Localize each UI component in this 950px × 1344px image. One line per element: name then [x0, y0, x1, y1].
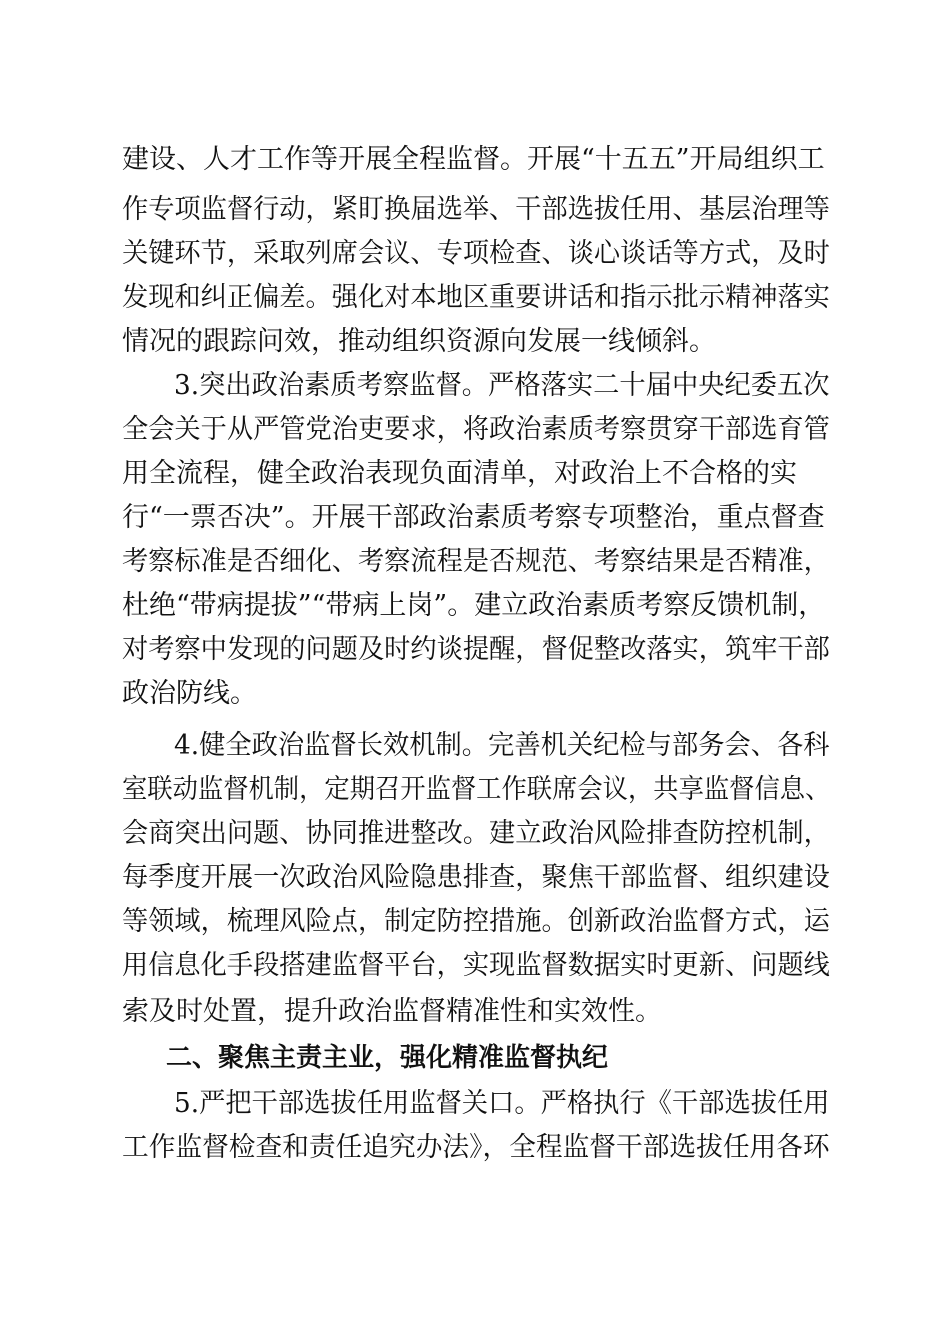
- section-heading: 二、聚焦主责主业，强化精准监督执纪: [166, 1043, 609, 1073]
- paragraph-4-first-line: 4.健全政治监督长效机制。完善机关纪检与部务会、各科: [174, 730, 830, 761]
- text-line: 室联动监督机制，定期召开监督工作联席会议，共享监督信息、: [122, 774, 831, 805]
- text-line: 用全流程，健全政治表现负面清单，对政治上不合格的实: [122, 458, 797, 489]
- paragraph-5-first-line: 5.严把干部选拔任用监督关口。严格执行《干部选拔任用: [174, 1088, 830, 1119]
- text-line: 等领域，梳理风险点，制定防控措施。创新政治监督方式，运: [122, 906, 830, 937]
- text-line: 考察标准是否细化、考察流程是否规范、考察结果是否精准，: [122, 546, 830, 577]
- text-line: 索及时处置，提升政治监督精准性和实效性。: [122, 996, 662, 1027]
- text-line: 政治防线。: [122, 678, 257, 709]
- text-line: 行“一票否决”。开展干部政治素质考察专项整治，重点督查: [122, 502, 825, 533]
- text-line: 作专项监督行动，紧盯换届选举、干部选拔任用、基层治理等: [122, 194, 830, 225]
- text-line: 用信息化手段搭建监督平台，实现监督数据实时更新、问题线: [122, 950, 830, 981]
- text-line: 杜绝“带病提拔”“带病上岗”。建立政治素质考察反馈机制，: [122, 590, 826, 621]
- text-line: 会商突出问题、协同推进整改。建立政治风险排查防控机制，: [122, 818, 830, 849]
- text-line: 关键环节，采取列席会议、专项检查、谈心谈话等方式，及时: [122, 238, 830, 269]
- text-line: 每季度开展一次政治风险隐患排查，聚焦干部监督、组织建设: [122, 862, 830, 893]
- text-line: 发现和纠正偏差。强化对本地区重要讲话和指示批示精神落实: [122, 282, 830, 313]
- text-line: 建设、人才工作等开展全程监督。开展“十五五”开局组织工: [122, 144, 825, 175]
- text-line: 工作监督检查和责任追究办法》，全程监督干部选拔任用各环: [122, 1132, 830, 1163]
- text-line: 对考察中发现的问题及时约谈提醒，督促整改落实，筑牢干部: [122, 634, 830, 665]
- text-line: 全会关于从严管党治吏要求，将政治素质考察贯穿干部选育管: [122, 414, 830, 445]
- paragraph-3-first-line: 3.突出政治素质考察监督。严格落实二十届中央纪委五次: [174, 370, 830, 401]
- text-line: 情况的跟踪问效，推动组织资源向发展一线倾斜。: [122, 326, 716, 357]
